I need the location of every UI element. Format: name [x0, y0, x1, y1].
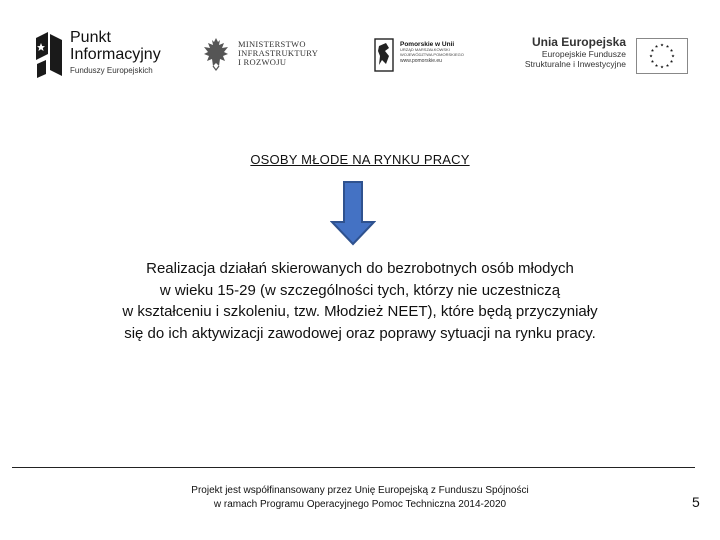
footer-text [60, 484, 660, 512]
unia-europejska-text [525, 36, 626, 69]
min-line3: I ROZWOJU [238, 56, 287, 67]
eu-star-icon [660, 65, 663, 68]
body-line-2: w wieku 15-29 (w szczególności tych, którzy nie uczestniczą [159, 281, 561, 299]
body-line-4: się do ich aktywizacji zawodowej oraz poprawy sytuacji na rynku pracy. [124, 324, 596, 342]
eu-star-icon [671, 54, 674, 57]
footer-line1: Projekt jest współfinansowany przez Unię Europejską z Funduszu Spójności [191, 485, 529, 496]
pi-line1: Punkt [70, 29, 111, 46]
page-number: 5 [692, 494, 700, 510]
eu-stars [649, 43, 674, 68]
punkt-informacyjny-logo [34, 26, 164, 86]
eu-flag-icon [636, 38, 688, 74]
eu-star-icon [660, 43, 663, 46]
ministerstwo-logo [198, 26, 328, 86]
pom-line4: www.pomorskie.eu [400, 57, 442, 64]
ue-line3: Strukturalne i Inwestycyjne [524, 58, 626, 69]
eu-star-icon [651, 60, 654, 63]
pom-line3: WOJEWÓDZTWA POMORSKIEGO [400, 51, 464, 57]
pomorskie-griffin-icon [374, 38, 394, 72]
down-arrow-shape [332, 182, 374, 244]
punkt-informacyjny-icon [34, 30, 64, 78]
down-arrow-icon [330, 180, 376, 246]
pi-line2: Informacyjny [70, 45, 161, 63]
footer-line2: w ramach Programu Operacyjnego Pomoc Techniczna 2014-2020 [213, 499, 507, 510]
eu-star-icon [670, 60, 673, 63]
min-line1: MINISTERSTWO [238, 39, 306, 49]
logo-bar [0, 26, 720, 88]
footer-divider [12, 467, 695, 468]
body-paragraph [60, 258, 660, 344]
pomorskie-logo [372, 26, 478, 86]
eu-star-icon [649, 54, 652, 57]
eu-star-icon [670, 49, 673, 52]
eu-star-icon [666, 45, 669, 48]
pom-line2: URZĄD MARSZAŁKOWSKI [400, 47, 450, 53]
eu-star-icon [666, 64, 669, 67]
ue-line2: Europejskie Fundusze [541, 48, 626, 59]
body-line-1: Realizacja działań skierowanych do bezrobotnych osób młodych [146, 260, 574, 277]
body-line-3: w kształceniu i szkoleniu, tzw. Młodzież NEET), które będą przyczyniały [122, 303, 598, 320]
punkt-informacyjny-text [70, 30, 164, 75]
page-title: OSOBY MŁODE NA RYNKU PRACY [250, 152, 470, 167]
pom-line1: Pomorskie w Unii [400, 41, 455, 48]
min-line2: INFRASTRUKTURY [238, 47, 319, 58]
pomorskie-text [400, 41, 464, 64]
polish-eagle-icon [202, 36, 230, 72]
pi-line3: Funduszy Europejskich [70, 65, 153, 75]
ministerstwo-text [238, 40, 318, 67]
eu-star-icon [655, 64, 658, 67]
eu-star-icon [651, 49, 654, 52]
eu-star-icon [655, 45, 658, 48]
unia-europejska-logo [520, 26, 690, 86]
ue-line1: Unia Europejska [531, 35, 626, 49]
